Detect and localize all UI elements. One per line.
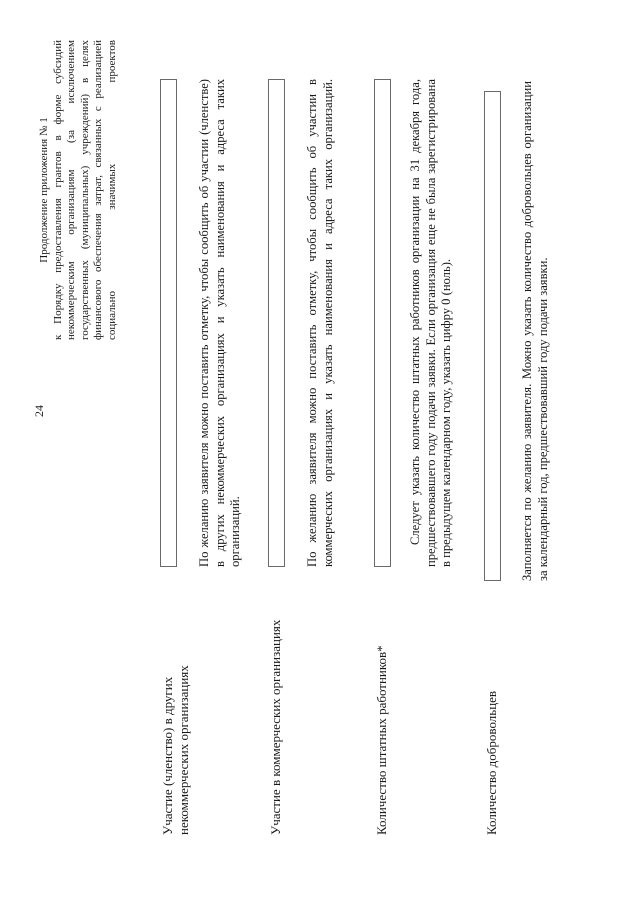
input-box-nonprofit-membership[interactable] bbox=[160, 79, 177, 567]
row-description-volunteers-count: Заполняется по желанию заявителя. Можно указать количество добровольцев организации за календарный год, предшествовавший году подачи заявки. bbox=[520, 81, 550, 581]
row-description-staff-count: Следует указать количество штатных работников организации на 31 декабря года, предшествовавшего году подачи заявки. Если организация еще не была зарегистрирована в предыдущем календарном году, указать цифру 0 (ноль). bbox=[408, 79, 454, 567]
row-label-volunteers-count: Количество добровольцев bbox=[484, 690, 499, 835]
row-label-staff-count: Количество штатных работников* bbox=[374, 645, 389, 835]
input-box-commercial-participation[interactable] bbox=[268, 79, 285, 567]
appendix-header-title: Продолжение приложения № 1 bbox=[38, 117, 50, 263]
row-description-nonprofit-membership: По желанию заявителя можно поставить отметку, чтобы сообщить об участии (членстве) в других некоммерческих организациях и указать наименования и адреса таких организаций. bbox=[197, 79, 243, 567]
appendix-header-body: к Порядку предоставления грантов в форме субсидий некоммерческим организациям (за исключением государственных (муниципальных) учреждений) в целях финансового обеспечения затрат, связанных с реализацией социально значимых проектов bbox=[51, 40, 118, 340]
appendix-header bbox=[38, 40, 120, 340]
page-number: 24 bbox=[32, 405, 46, 417]
input-box-staff-count[interactable] bbox=[374, 79, 391, 567]
input-box-volunteers-count[interactable] bbox=[484, 91, 501, 581]
row-description-commercial-participation: По желанию заявителя можно поставить отметку, чтобы сообщить об участии в коммерческих организациях и указать наименования и адреса таких организаций. bbox=[305, 79, 335, 567]
row-label-nonprofit-membership: Участие (членство) в других некоммерческих организациях bbox=[160, 665, 191, 835]
row-label-commercial-participation: Участие в коммерческих организациях bbox=[268, 619, 283, 835]
